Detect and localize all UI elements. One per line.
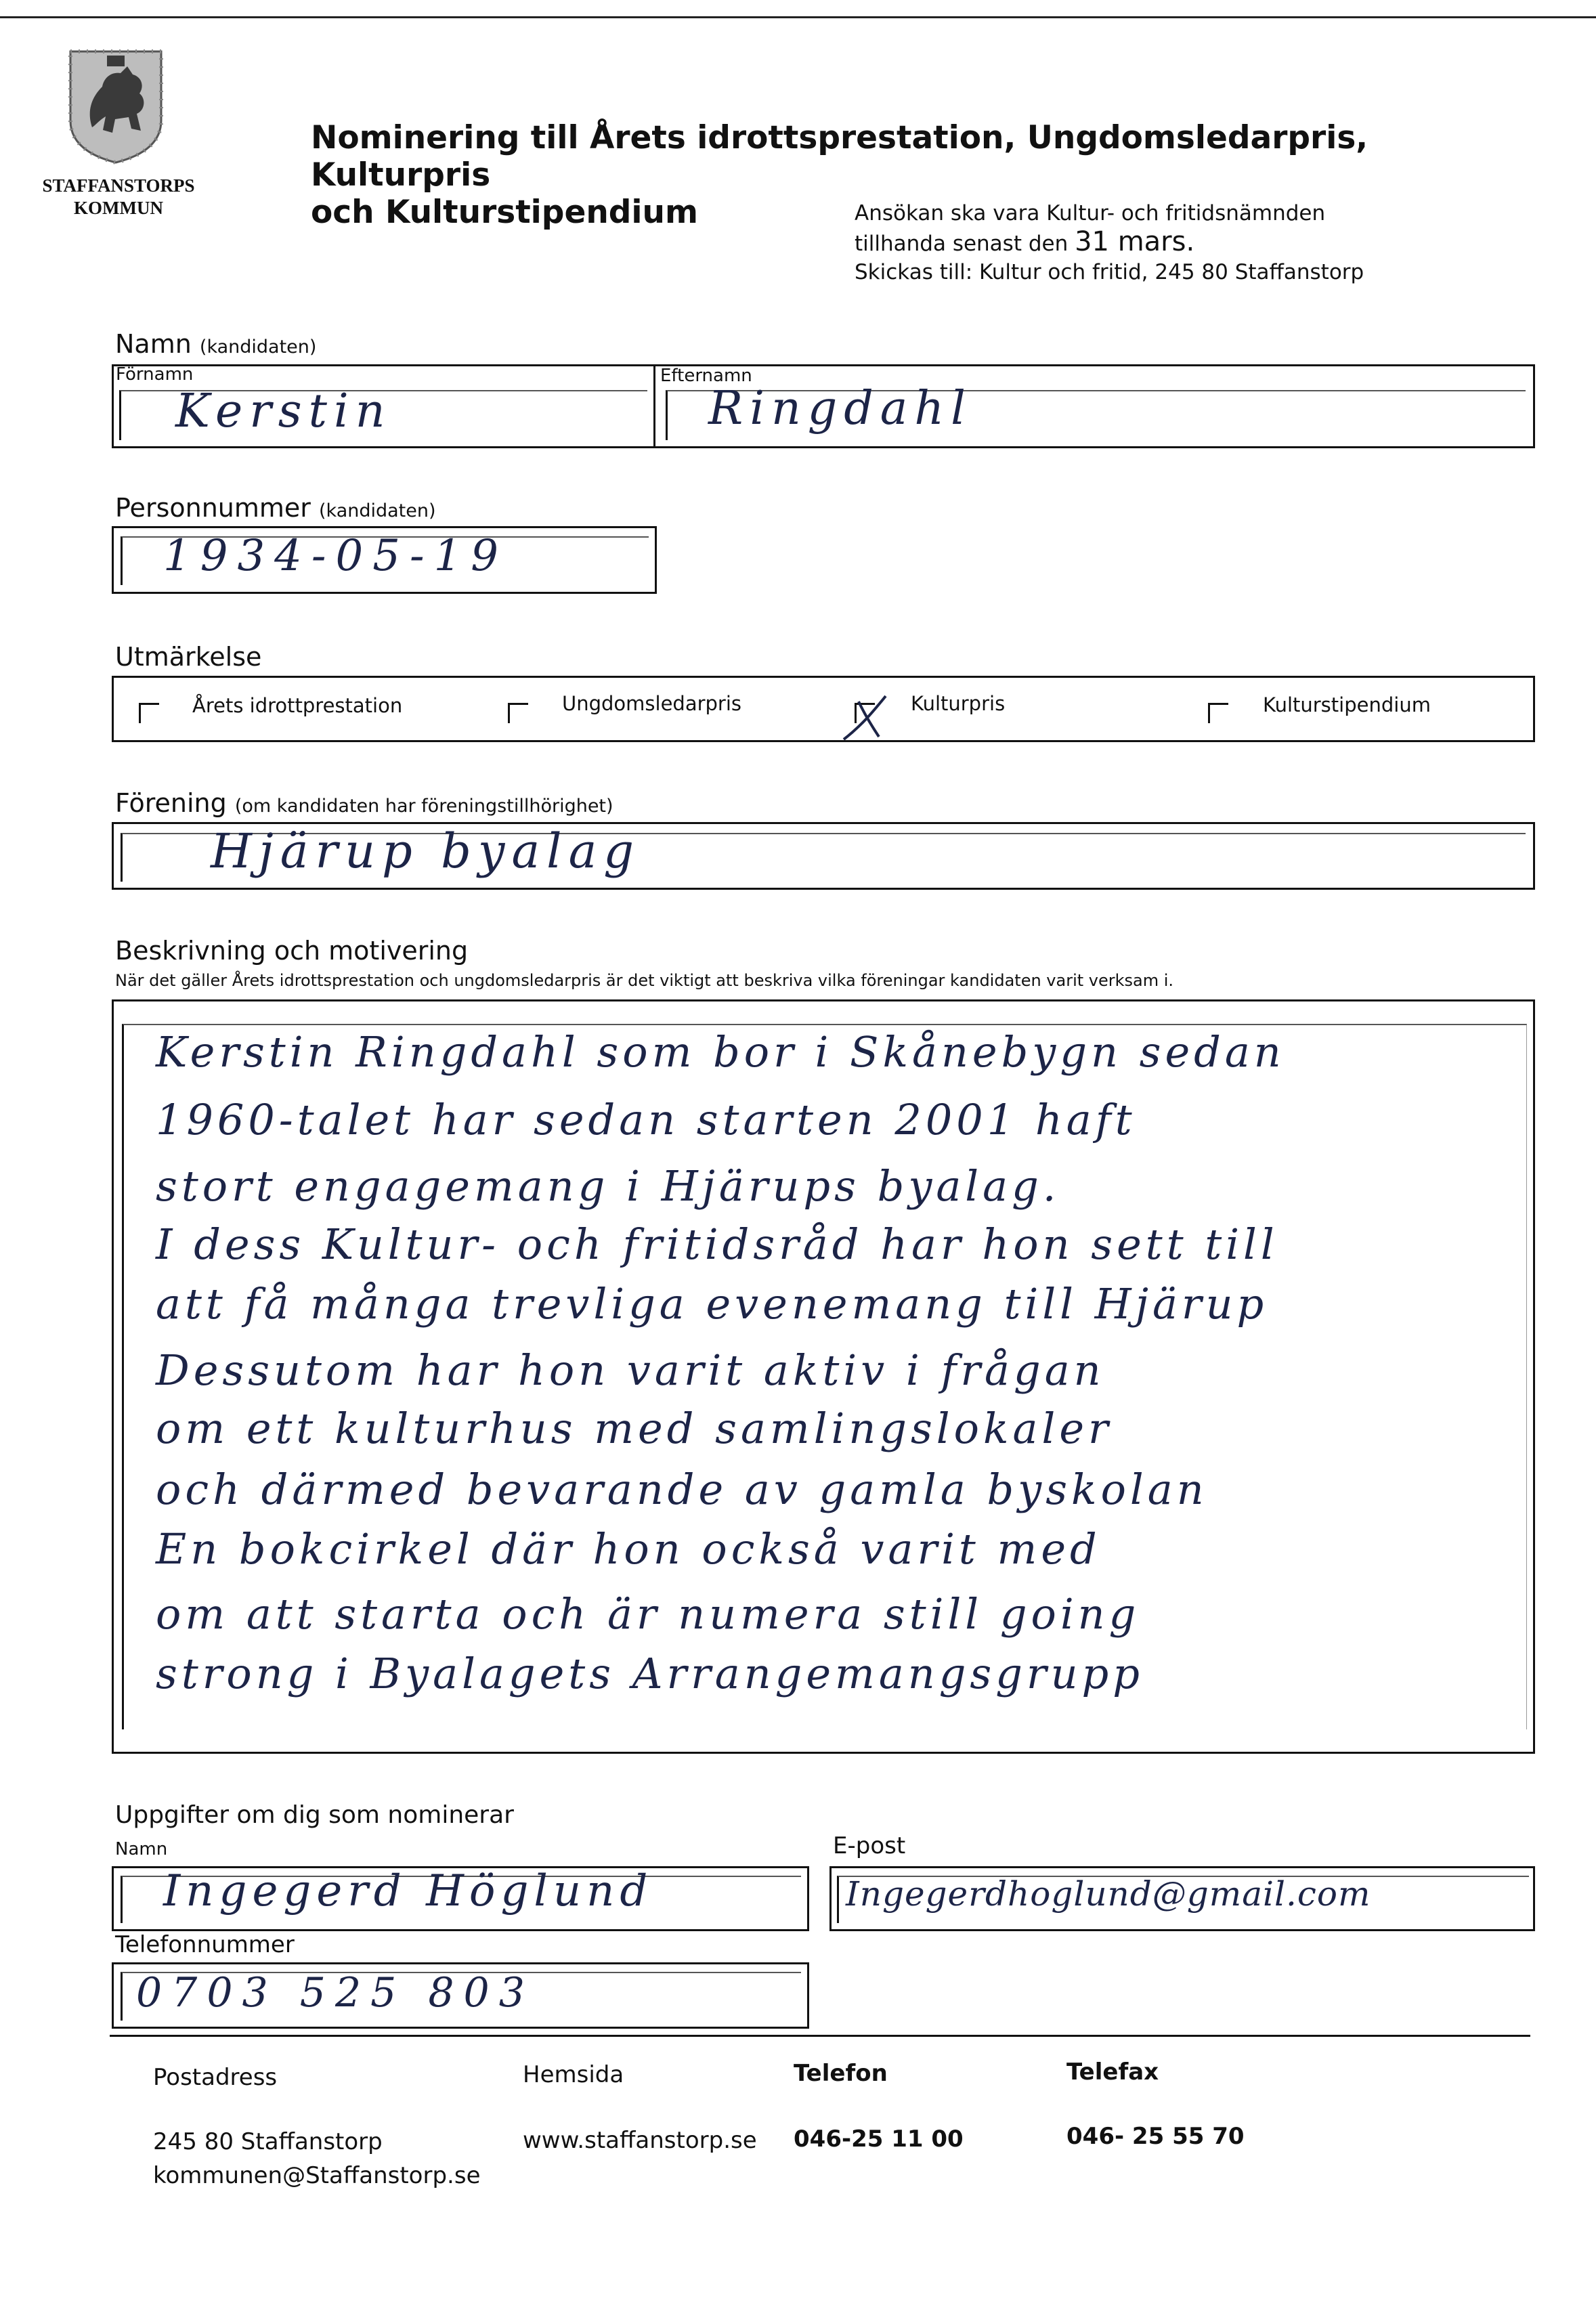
deadline-line3: Skickas till: Kultur och fritid, 245 80 Staffanstorp — [855, 260, 1364, 284]
title-line1: Nominering till Årets idrottsprestation, Ungdomsledarpris, Kulturpris — [311, 119, 1368, 194]
last-name-value: Ringdahl — [708, 382, 972, 435]
option-kulturpris-label: Kulturpris — [911, 692, 1006, 715]
municipality-line1: STAFFANSTORPS — [42, 175, 195, 196]
personnummer-label-suffix: (kandidaten) — [319, 500, 436, 521]
nominator-section-label: Uppgifter om dig som nominerar — [115, 1801, 514, 1829]
checkbox-arets-idrottprestation[interactable] — [139, 703, 159, 723]
deadline-line1: Ansökan ska vara Kultur- och fritidsnämnden — [855, 201, 1326, 225]
footer-hemsida-link[interactable]: www.staffanstorp.se — [523, 2127, 757, 2154]
checkbox-ungdomsledarpris[interactable] — [508, 703, 528, 723]
option-kulturstipendium-label: Kulturstipendium — [1263, 693, 1431, 716]
motivation-line: om att starta och är numera still going — [156, 1589, 1140, 1639]
footer-postadress-line2: kommunen@Staffanstorp.se — [153, 2162, 481, 2189]
nominator-phone-field[interactable] — [121, 1969, 801, 2021]
footer-hemsida-label: Hemsida — [523, 2061, 624, 2088]
forening-section-label — [115, 788, 613, 818]
personnummer-section-label — [115, 493, 436, 523]
footer-postadress — [153, 2125, 481, 2193]
motivation-line: att få många trevliga evenemang till Hjärup — [156, 1279, 1268, 1329]
beskrivning-hint: När det gäller Årets idrottsprestation och ungdomsledarpris är det viktigt att beskriva vilka föreningar kandidaten varit verksam i. — [115, 971, 1174, 990]
personnummer-field[interactable] — [121, 531, 649, 585]
name-label-suffix: (kandidaten) — [199, 337, 317, 358]
footer-telefax-label: Telefax — [1066, 2058, 1159, 2086]
nominator-phone-value: 0703 525 803 — [136, 1969, 534, 2017]
personnummer-label: Personnummer — [115, 493, 311, 523]
municipality-crest-logo — [65, 46, 167, 165]
forening-label: Förening — [115, 788, 227, 818]
forening-label-suffix: (om kandidaten har föreningstillhörighet) — [234, 796, 613, 817]
name-label: Namn — [115, 329, 192, 359]
motivation-line: I dess Kultur- och fritidsråd har hon sett till — [156, 1220, 1278, 1269]
deadline-info — [855, 199, 1572, 286]
option-arets-idrottprestation-label: Årets idrottprestation — [192, 694, 403, 717]
forening-value: Hjärup byalag — [211, 823, 641, 879]
motivation-line: och därmed bevarande av gamla byskolan — [156, 1465, 1208, 1514]
name-section-label — [115, 329, 316, 359]
nominator-name-field[interactable] — [121, 1866, 801, 1923]
nominator-phone-label: Telefonnummer — [115, 1931, 295, 1958]
motivation-line: En bokcirkel där hon också varit med — [156, 1524, 1101, 1574]
motivation-line: stort engagemang i Hjärups byalag. — [156, 1161, 1060, 1211]
first-name-field[interactable] — [119, 385, 647, 440]
first-name-value: Kerstin — [175, 385, 392, 438]
footer-telefax-value: 046- 25 55 70 — [1066, 2123, 1245, 2150]
forening-field[interactable] — [121, 823, 1526, 882]
municipality-line2: KOMMUN — [74, 198, 163, 218]
motivation-line: Dessutom har hon varit aktiv i frågan — [156, 1345, 1105, 1395]
footer-rule — [110, 2035, 1530, 2037]
option-ungdomsledarpris-label: Ungdomsledarpris — [562, 692, 742, 715]
motivation-line: 1960-talet har sedan starten 2001 haft — [156, 1095, 1136, 1144]
top-rule — [0, 16, 1596, 18]
deadline-line2-prefix: tillhanda senast den — [855, 232, 1075, 256]
motivation-line: strong i Byalagets Arrangemangsgrupp — [156, 1649, 1144, 1698]
title-line2: och Kulturstipendium — [311, 194, 698, 231]
footer-postadress-line1: 245 80 Staffanstorp — [153, 2128, 383, 2155]
utmarkelse-label: Utmärkelse — [115, 642, 262, 672]
checkbox-kulturstipendium[interactable] — [1208, 703, 1228, 723]
municipality-name — [14, 175, 223, 219]
motivation-line: Kerstin Ringdahl som bor i Skånebygn sedan — [156, 1027, 1285, 1077]
first-name-label: Förnamn — [116, 364, 194, 385]
nominator-name-value: Ingegerd Höglund — [163, 1866, 653, 1916]
footer-telefon-value: 046-25 11 00 — [794, 2126, 964, 2153]
personnummer-value: 1934-05-19 — [163, 531, 508, 581]
nominator-name-label: Namn — [115, 1839, 168, 1859]
footer-postadress-label: Postadress — [153, 2064, 278, 2091]
nominator-email-label: E-post — [833, 1832, 906, 1859]
footer-telefon-label: Telefon — [794, 2060, 888, 2087]
nominator-email-field[interactable] — [837, 1876, 1529, 1923]
last-name-field[interactable] — [666, 382, 1526, 440]
last-name-label: Efternamn — [660, 366, 752, 386]
deadline-date: 31 mars. — [1075, 226, 1195, 257]
beskrivning-label: Beskrivning och motivering — [115, 936, 469, 966]
deadline-line2 — [855, 228, 1572, 258]
motivation-line: om ett kulturhus med samlingslokaler — [156, 1404, 1113, 1453]
name-box-divider — [653, 364, 655, 448]
checkbox-kulturpris-checkmark — [838, 689, 892, 743]
nominator-email-value: Ingegerdhoglund@gmail.com — [846, 1876, 1371, 1914]
